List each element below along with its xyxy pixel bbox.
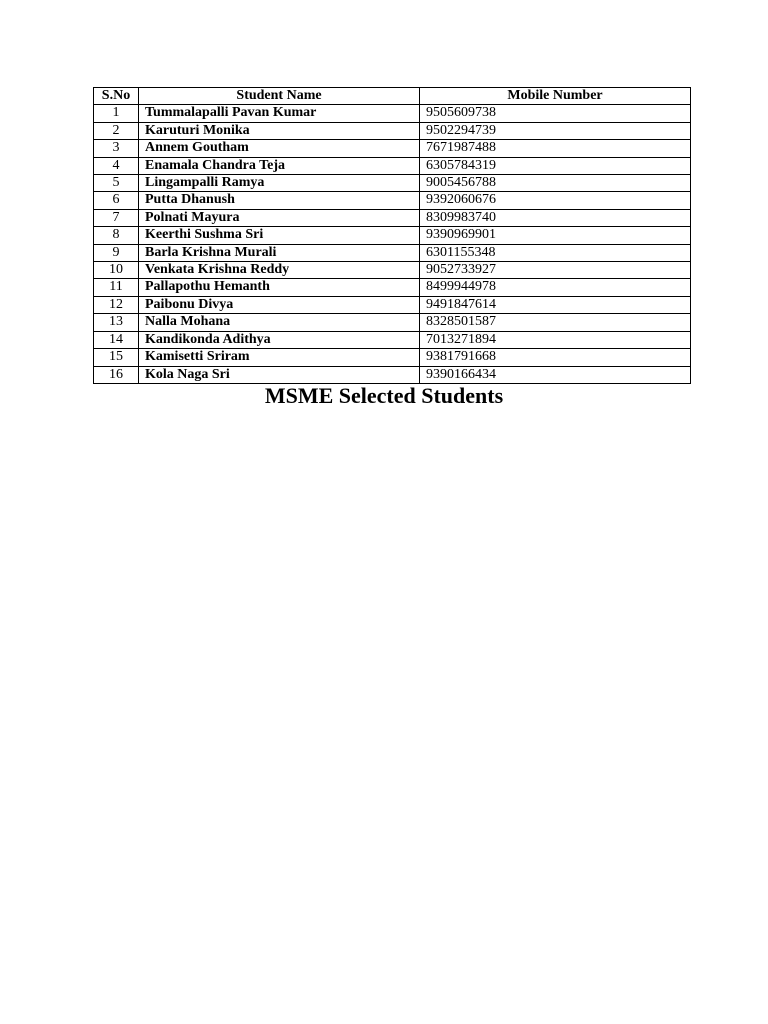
table-row [94,279,691,296]
serial-number-cell: 15 [94,349,139,366]
student-name-cell: Annem Goutham [139,140,420,157]
mobile-number-cell: 9052733927 [420,262,691,279]
mobile-number-cell: 9390969901 [420,227,691,244]
serial-number-cell: 3 [94,140,139,157]
serial-number-cell: 14 [94,331,139,348]
mobile-number-cell: 9392060676 [420,192,691,209]
student-name-cell: Venkata Krishna Reddy [139,262,420,279]
table-row [94,366,691,383]
serial-number-cell: 13 [94,314,139,331]
mobile-number-cell: 7013271894 [420,331,691,348]
students-table [93,87,691,384]
table-row [94,105,691,122]
student-name-cell: Kandikonda Adithya [139,331,420,348]
column-header-sno: S.No [94,88,139,105]
table-row [94,140,691,157]
serial-number-cell: 10 [94,262,139,279]
mobile-number-cell: 6305784319 [420,157,691,174]
serial-number-cell: 12 [94,296,139,313]
table-row [94,157,691,174]
table-row [94,314,691,331]
table-row [94,331,691,348]
serial-number-cell: 2 [94,122,139,139]
serial-number-cell: 7 [94,209,139,226]
serial-number-cell: 11 [94,279,139,296]
column-header-mobile-number: Mobile Number [420,88,691,105]
student-name-cell: Tummalapalli Pavan Kumar [139,105,420,122]
table-row [94,262,691,279]
student-name-cell: Pallapothu Hemanth [139,279,420,296]
table-row [94,209,691,226]
student-name-cell: Karuturi Monika [139,122,420,139]
mobile-number-cell: 9505609738 [420,105,691,122]
mobile-number-cell: 7671987488 [420,140,691,157]
table-header-row [94,88,691,105]
mobile-number-cell: 8328501587 [420,314,691,331]
serial-number-cell: 1 [94,105,139,122]
serial-number-cell: 4 [94,157,139,174]
student-name-cell: Kamisetti Sriram [139,349,420,366]
table-row [94,349,691,366]
serial-number-cell: 5 [94,175,139,192]
table-row [94,175,691,192]
mobile-number-cell: 9491847614 [420,296,691,313]
mobile-number-cell: 9390166434 [420,366,691,383]
mobile-number-cell: 9381791668 [420,349,691,366]
mobile-number-cell: 8499944978 [420,279,691,296]
student-name-cell: Keerthi Sushma Sri [139,227,420,244]
student-name-cell: Lingampalli Ramya [139,175,420,192]
table-body [94,105,691,384]
student-name-cell: Barla Krishna Murali [139,244,420,261]
student-name-cell: Nalla Mohana [139,314,420,331]
document-title: MSME Selected Students [264,383,504,408]
student-name-cell: Putta Dhanush [139,192,420,209]
column-header-student-name: Student Name [139,88,420,105]
student-name-cell: Polnati Mayura [139,209,420,226]
student-name-cell: Paibonu Divya [139,296,420,313]
serial-number-cell: 9 [94,244,139,261]
table-row [94,227,691,244]
table-row [94,296,691,313]
mobile-number-cell: 8309983740 [420,209,691,226]
mobile-number-cell: 6301155348 [420,244,691,261]
table-row [94,244,691,261]
student-name-cell: Enamala Chandra Teja [139,157,420,174]
mobile-number-cell: 9502294739 [420,122,691,139]
serial-number-cell: 8 [94,227,139,244]
serial-number-cell: 6 [94,192,139,209]
student-name-cell: Kola Naga Sri [139,366,420,383]
table-row [94,122,691,139]
mobile-number-cell: 9005456788 [420,175,691,192]
serial-number-cell: 16 [94,366,139,383]
table-row [94,192,691,209]
